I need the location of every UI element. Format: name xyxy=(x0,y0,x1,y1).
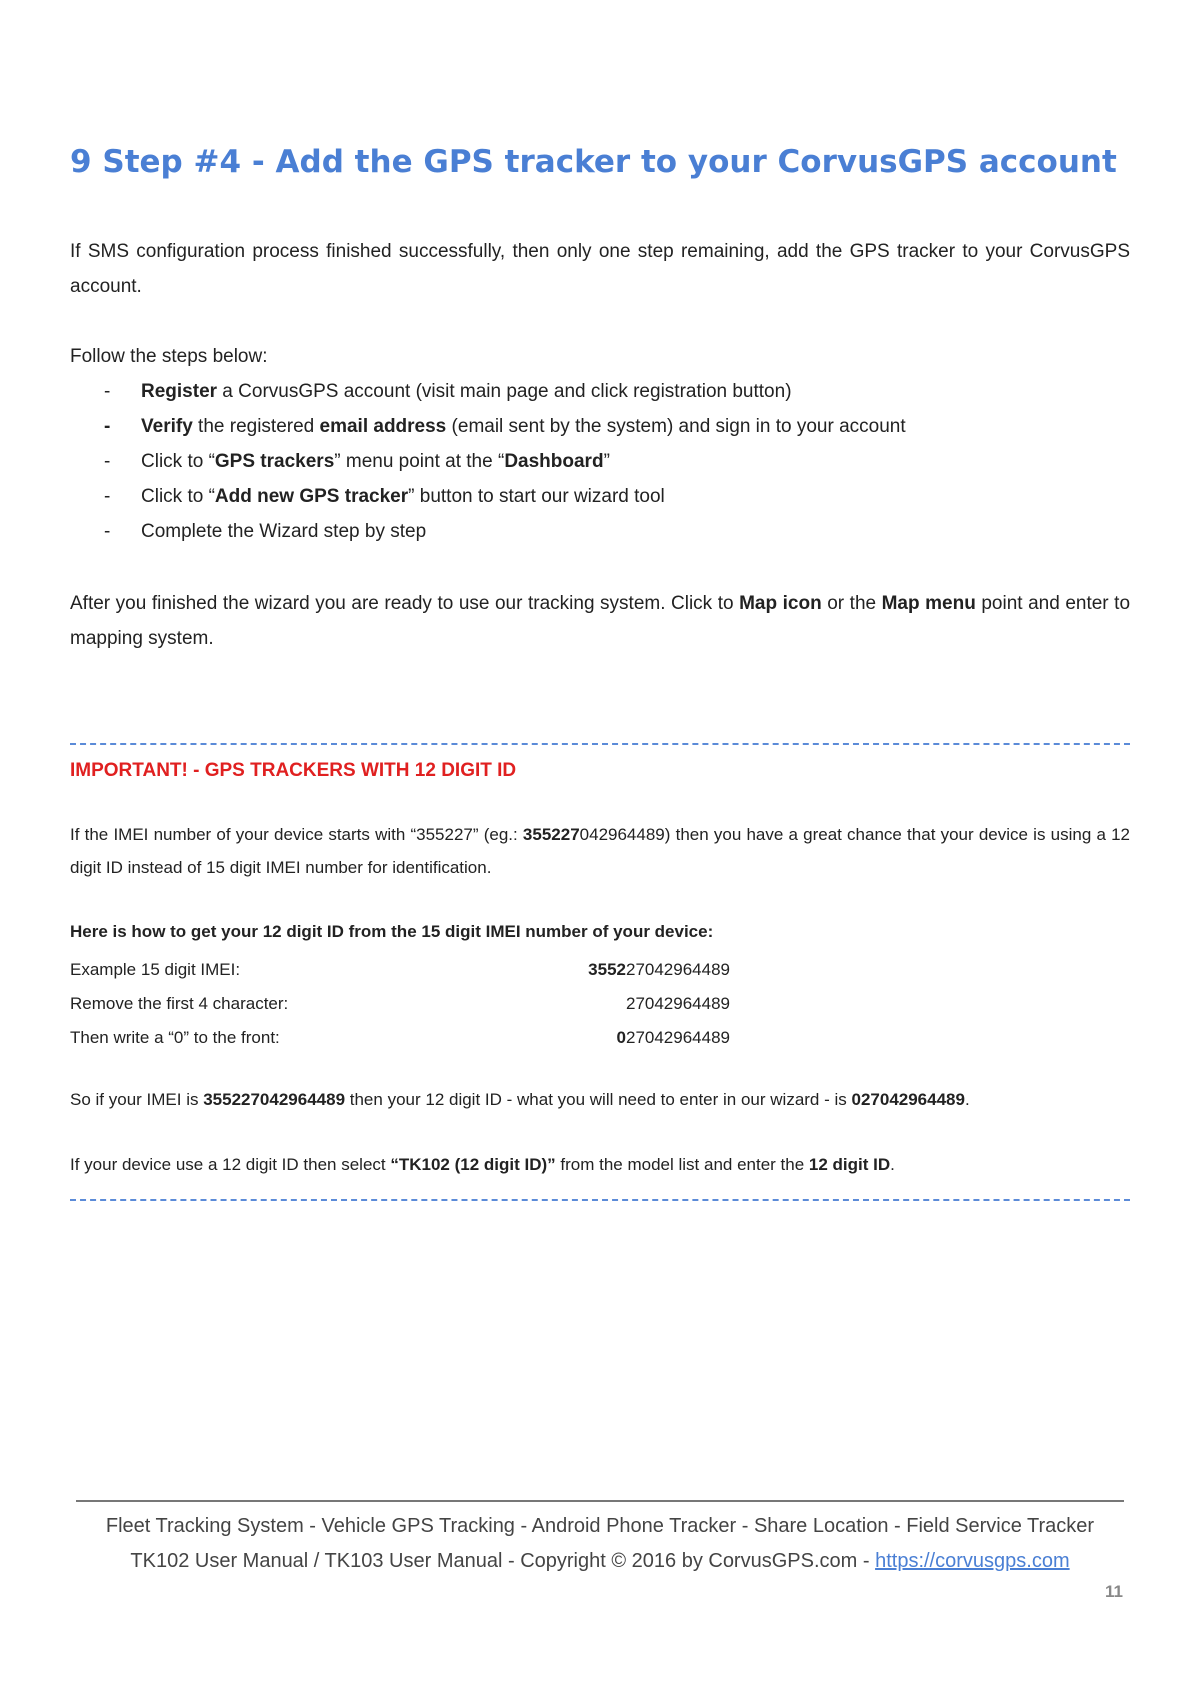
dashed-divider-top xyxy=(70,743,1130,745)
step-text: ” button to start our wizard tool xyxy=(408,486,665,507)
list-dash: - xyxy=(104,451,111,472)
step-bold: GPS trackers xyxy=(214,451,335,472)
example-label: Example 15 digit IMEI: xyxy=(70,960,241,979)
example-value-rest: 27042964489 xyxy=(625,994,730,1013)
para-bold: 027042964489 xyxy=(851,1090,965,1109)
imei-note xyxy=(70,818,1130,884)
para-bold: 355227042964489 xyxy=(203,1090,346,1109)
example-label: Remove the first 4 character: xyxy=(70,994,289,1013)
para-text: If the IMEI number of your device starts with “355227” (eg.: xyxy=(70,825,523,844)
footer-line-1: Fleet Tracking System - Vehicle GPS Tracking - Android Phone Tracker - Share Location - Field Service Tracker xyxy=(105,1515,1095,1537)
page-number: 11 xyxy=(1105,1582,1123,1601)
example-value-rest: 27042964489 xyxy=(625,1028,730,1047)
step-bold: email address xyxy=(319,416,447,437)
list-dash: - xyxy=(104,521,111,542)
step-text: Click to “ xyxy=(141,486,215,507)
intro-paragraph: If SMS configuration process finished successfully, then only one step remaining, add the GPS tracker to your CorvusGPS account. xyxy=(70,241,1130,297)
para-text: then your 12 digit ID - what you will need to enter in our wizard - is xyxy=(345,1090,852,1109)
para-bold: Map menu xyxy=(881,593,976,614)
step-bold: Add new GPS tracker xyxy=(214,486,409,507)
list-dash: - xyxy=(104,486,111,507)
para-bold: 12 digit ID xyxy=(808,1155,891,1174)
list-dash: - xyxy=(104,416,111,437)
step-bold: Dashboard xyxy=(504,451,604,472)
example-value xyxy=(588,953,730,987)
example-value xyxy=(626,987,730,1021)
step-text: a CorvusGPS account (visit main page and click registration button) xyxy=(217,381,792,402)
step-item xyxy=(70,444,1130,479)
step-text: Click to “ xyxy=(141,451,215,472)
para-text: . xyxy=(890,1155,895,1174)
footer-line-2 xyxy=(70,1550,1130,1573)
after-paragraph xyxy=(70,586,1130,656)
example-row-imei xyxy=(70,953,730,987)
step-text: Complete the Wizard step by step xyxy=(141,521,427,542)
example-value-rest: 27042964489 xyxy=(625,960,730,979)
model-line xyxy=(70,1148,1130,1181)
follow-label: Follow the steps below: xyxy=(70,346,268,367)
para-text: from the model list and enter the xyxy=(555,1155,809,1174)
para-bold: 355227 xyxy=(522,825,580,844)
steps-list xyxy=(70,374,1130,549)
list-dash: - xyxy=(104,381,111,402)
example-value-bold: 0 xyxy=(616,1028,626,1047)
dashed-divider-bottom xyxy=(70,1199,1130,1201)
para-text: 042964489) then you have a great chance that your device is using a 12 digit ID instead of 15 digit IMEI number for identification. xyxy=(70,825,1130,877)
example-value xyxy=(617,1021,730,1055)
step-item xyxy=(70,374,1130,409)
example-value-bold: 3552 xyxy=(588,960,626,979)
para-bold: “TK102 (12 digit ID)” xyxy=(390,1155,556,1174)
howto-heading: Here is how to get your 12 digit ID from the 15 digit IMEI number of your device: xyxy=(70,922,714,941)
step-text: the registered xyxy=(192,416,320,437)
step-item xyxy=(70,514,1130,549)
para-text: If your device use a 12 digit ID then select xyxy=(70,1155,391,1174)
example-label: Then write a “0” to the front: xyxy=(70,1028,280,1047)
para-text: After you finished the wizard you are ready to use our tracking system. Click to xyxy=(70,593,740,614)
para-text: point and enter to mapping system. xyxy=(70,593,1131,649)
para-bold: Map icon xyxy=(739,593,822,614)
example-row-prefix xyxy=(70,1021,730,1055)
step-item xyxy=(70,409,1130,444)
footer-link[interactable]: https://corvusgps.com xyxy=(875,1550,1070,1572)
so-line xyxy=(70,1083,1130,1116)
para-text: . xyxy=(964,1090,970,1109)
step-text: ” menu point at the “ xyxy=(334,451,505,472)
footer-text: TK102 User Manual / TK103 User Manual - Copyright © 2016 by CorvusGPS.com - xyxy=(130,1550,876,1572)
step-bold: Register xyxy=(141,381,218,402)
page-heading: 9 Step #4 - Add the GPS tracker to your CorvusGPS account xyxy=(70,144,1117,180)
para-text: So if your IMEI is xyxy=(70,1090,204,1109)
para-text: or the xyxy=(821,593,882,614)
example-row-remove xyxy=(70,987,730,1021)
step-text: ” xyxy=(603,451,610,472)
step-item xyxy=(70,479,1130,514)
important-title: IMPORTANT! - GPS TRACKERS WITH 12 DIGIT ID xyxy=(70,760,517,781)
footer-rule xyxy=(76,1500,1124,1502)
step-bold: Verify xyxy=(141,416,193,437)
step-text: (email sent by the system) and sign in to your account xyxy=(446,416,906,437)
